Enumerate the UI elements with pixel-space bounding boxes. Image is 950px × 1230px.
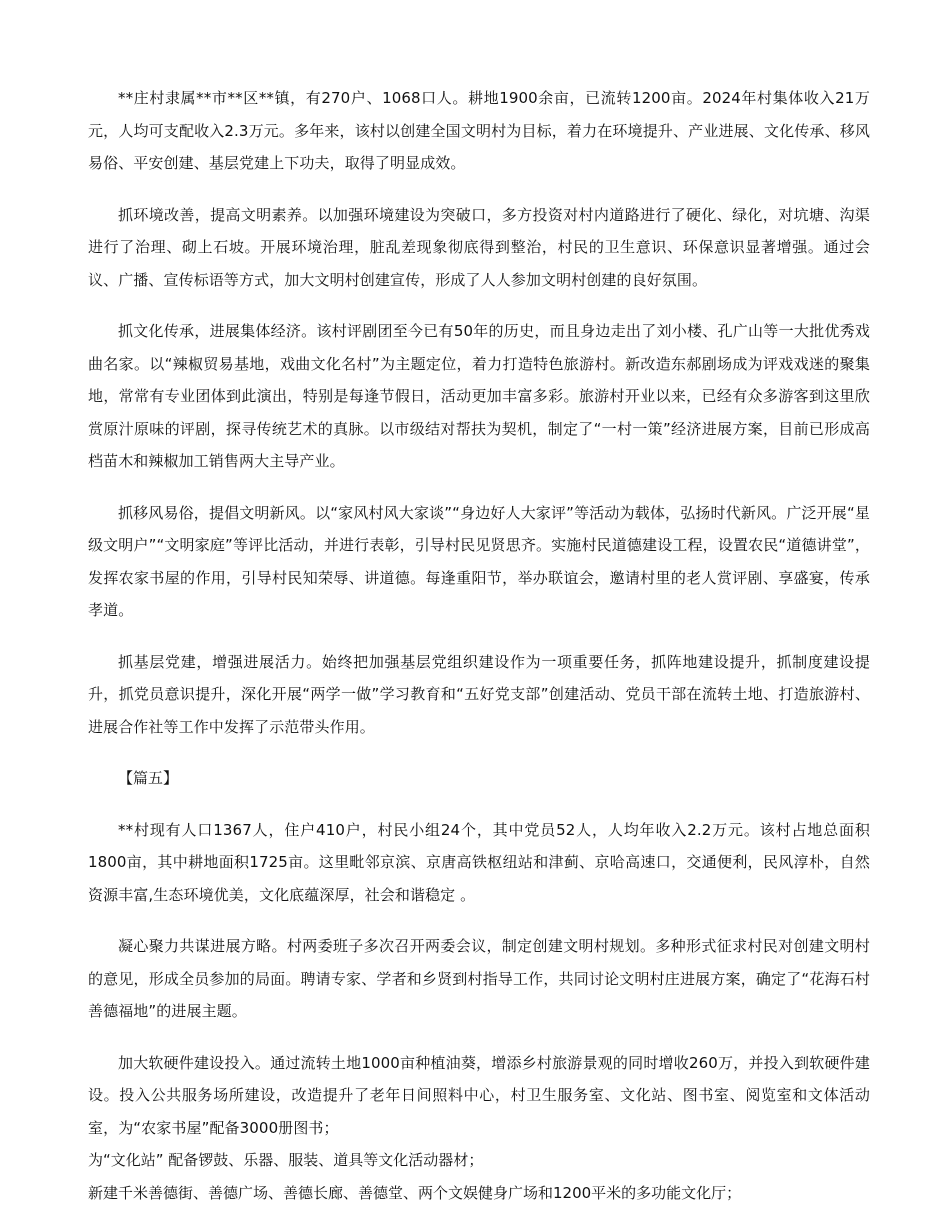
paragraph-culture: 抓文化传承，进展集体经济。该村评剧团至今已有50年的历史，而且身边走出了刘小楼、孔广山等一大批优秀戏曲名家。以“辣椒贸易基地，戏曲文化名村”为主题定位，着力打造特色旅游村。新改造东郝剧场成为评戏戏迷的聚集地，常常有专业团体到此演出，特别是每逢节假日，活动更加丰富多彩。旅游村开业以来，已经有众多游客到这里欣赏原汁原味的评剧，探寻传统艺术的真脉。以市级结对帮扶为契机，制定了“一村一策”经济进展方案，目前已形成高档苗木和辣椒加工销售两大主导产业。 <box>88 322 870 470</box>
paragraph-village-overview: **村现有人口1367人，住户410户，村民小组24个，其中党员52人，人均年收入2.2万元。该村占地总面积1800亩，其中耕地面积1725亩。这里毗邻京滨、京唐高铁枢纽站和津蓟、京哈高速口，交通便利，民风淳朴，自然资源丰富,生态环境优美，文化底蕴深厚，社会和谐稳定 。 <box>88 820 870 904</box>
paragraph-intro: **庄村隶属**市**区**镇，有270户、1068口人。耕地1900余亩，已流转1200亩。2024年村集体收入21万元，人均可支配收入2.3万元。多年来，该村以创建全国文明村为目标，着力在环境提升、产业进展、文化传承、移风易俗、平安创建、基层党建上下功夫，取得了明显成效。 <box>88 89 870 172</box>
paragraph-strategy: 凝心聚力共谋进展方略。村两委班子多次召开两委会议，制定创建文明村规划。多种形式征求村民对创建文明村的意见，形成全员参加的局面。聘请专家、学者和乡贤到村指导工作，共同讨论文明村庄进展方案，确定了“花海石村 善德福地”的进展主题。 <box>88 937 870 1020</box>
section-heading: 【篇五】 <box>118 769 179 787</box>
paragraph-environment: 抓环境改善，提高文明素养。以加强环境建设为突破口，多方投资对村内道路进行了硬化、绿化，对坑塘、沟渠进行了治理、砌上石坡。开展环境治理，脏乱差现象彻底得到整治，村民的卫生意识、环保意识显著增强。通过会议、广播、宣传标语等方式，加大文明村创建宣传，形成了人人参加文明村创建的良好氛围。 <box>88 205 870 289</box>
list-line-new-construction: 新建千米善德街、善德广场、善德长廊、善德堂、两个文娱健身广场和1200平米的多功能文化厅； <box>88 1183 742 1202</box>
paragraph-customs: 抓移风易俗，提倡文明新风。以“家风村风大家谈”“身边好人大家评”等活动为载体，弘扬时代新风。广泛开展“星级文明户”“文明家庭”等评比活动，并进行表彰，引导村民见贤思齐。实施村民道德建设工程，设置农民“道德讲堂”，发挥农家书屋的作用，引导村民知荣辱、讲道德。每逢重阳节，举办联谊会，邀请村里的老人赏评剧、享盛宴，传承孝道。 <box>88 503 870 619</box>
paragraph-party-building: 抓基层党建，增强进展活力。始终把加强基层党组织建设作为一项重要任务，抓阵地建设提升，抓制度建设提升，抓党员意识提升，深化开展“两学一做”学习教育和“五好党支部”创建活动、党员干部在流转土地、打造旅游村、进展合作社等工作中发挥了示范带头作用。 <box>88 652 870 736</box>
list-line-culture-station: 为“文化站” 配备锣鼓、乐器、服装、道具等文化活动器材； <box>88 1151 484 1169</box>
paragraph-investment: 加大软硬件建设投入。通过流转土地1000亩种植油葵，增添乡村旅游景观的同时增收260万，并投入到软硬件建设。投入公共服务场所建设，改造提升了老年日间照料中心，村卫生服务室、文化站、图书室、阅览室和文体活动室，为“农家书屋”配备3000册图书； <box>88 1053 870 1137</box>
